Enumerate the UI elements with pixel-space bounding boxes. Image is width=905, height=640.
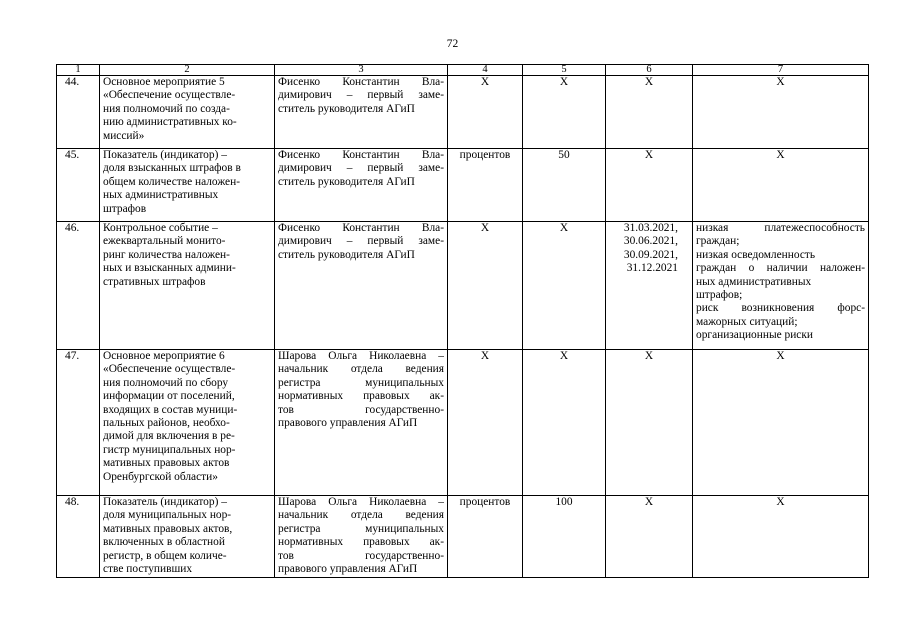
activity-name-line: нию административных ко- <box>103 116 237 129</box>
risk-line: граждан; <box>696 235 740 248</box>
column-number: 1 <box>57 65 100 76</box>
document-table <box>56 64 869 578</box>
responsible-line: нормативных правовых ак- <box>278 536 444 549</box>
activity-name-cell <box>100 350 275 496</box>
deadline-line: X <box>644 149 654 161</box>
column-number: 2 <box>100 65 275 76</box>
risk-line: мажорных ситуаций; <box>696 315 798 328</box>
responsible-line: Шарова Ольга Николаевна – <box>278 496 444 508</box>
activity-name-line: ных административных <box>103 189 219 202</box>
deadline-cell <box>606 222 693 350</box>
value-cell: 50 <box>523 149 606 222</box>
activity-name-line: ния полномочий по созда- <box>103 102 230 115</box>
risk-line: граждан о наличии наложен- <box>696 262 865 275</box>
deadline-line: 31.12.2021 <box>626 262 678 275</box>
activity-name-cell <box>100 222 275 350</box>
activity-name-line: Оренбургской области» <box>103 470 218 483</box>
activity-name-cell <box>100 76 275 149</box>
column-number: 5 <box>523 65 606 76</box>
responsible-line: Шарова Ольга Николаевна – <box>278 350 444 362</box>
responsible-line: правового управления АГиП <box>278 563 418 576</box>
value-cell: X <box>523 76 606 149</box>
deadline-line: X <box>644 350 654 362</box>
deadline-line: 30.06.2021, <box>623 235 678 248</box>
responsible-line: димирович – первый заме- <box>278 235 444 248</box>
activity-name-line: информации от поселений, <box>103 390 235 403</box>
responsible-line: регистра муниципальных <box>278 522 444 535</box>
row-number: 46. <box>57 222 100 350</box>
activity-name-line: миссий» <box>103 129 145 142</box>
risk-line: ных административных <box>696 275 812 288</box>
table-body <box>57 76 869 578</box>
page-number: 72 <box>446 38 459 50</box>
responsible-line: Фисенко Константин Вла- <box>278 76 444 88</box>
responsible-line: правового управления АГиП <box>278 417 418 430</box>
deadline-line: 30.09.2021, <box>623 248 678 261</box>
activity-name-cell <box>100 496 275 578</box>
activity-name-line: общем количестве наложен- <box>103 175 240 188</box>
row-number: 48. <box>57 496 100 578</box>
deadline-cell <box>606 350 693 496</box>
column-number: 6 <box>606 65 693 76</box>
deadline-line: 31.03.2021, <box>623 222 678 234</box>
risks-cell: X <box>693 350 869 496</box>
activity-name-line: Показатель (индикатор) – <box>103 149 227 161</box>
value-cell: 100 <box>523 496 606 578</box>
table-row <box>57 76 869 149</box>
risks-cell: X <box>693 76 869 149</box>
column-number: 3 <box>275 65 448 76</box>
responsible-line: тов государственно- <box>278 403 444 416</box>
responsible-cell <box>275 76 448 149</box>
table-row <box>57 222 869 350</box>
unit-cell: X <box>448 350 523 496</box>
deadline-cell <box>606 76 693 149</box>
responsible-line: ститель руководителя АГиП <box>278 102 415 115</box>
risks-cell: X <box>693 496 869 578</box>
column-number: 4 <box>448 65 523 76</box>
responsible-cell <box>275 350 448 496</box>
activity-name-line: Основное мероприятие 5 <box>103 76 225 88</box>
activity-name-line: «Обеспечение осуществле- <box>103 363 236 376</box>
activity-name-line: стративных штрафов <box>103 275 206 288</box>
deadline-line: X <box>644 496 654 508</box>
risks-cell <box>693 222 869 350</box>
table-row <box>57 149 869 222</box>
responsible-line: регистра муниципальных <box>278 376 444 389</box>
activity-name-line: ных и взысканных админи- <box>103 262 236 275</box>
activity-name-line: Основное мероприятие 6 <box>103 350 225 362</box>
activity-name-line: пальных районов, необхо- <box>103 417 230 430</box>
deadline-line: X <box>644 76 654 88</box>
table-row <box>57 350 869 496</box>
activity-name-line: «Обеспечение осуществле- <box>103 89 236 102</box>
responsible-line: Фисенко Константин Вла- <box>278 149 444 161</box>
activity-name-line: Показатель (индикатор) – <box>103 496 227 508</box>
row-number: 44. <box>57 76 100 149</box>
responsible-line: ститель руководителя АГиП <box>278 248 415 261</box>
risk-line: штрафов; <box>696 289 743 302</box>
responsible-line: нормативных правовых ак- <box>278 390 444 403</box>
activity-name-line: штрафов <box>103 202 147 215</box>
table-row <box>57 496 869 578</box>
activity-name-line: стве поступивших <box>103 563 193 576</box>
responsible-cell <box>275 149 448 222</box>
risks-cell: X <box>693 149 869 222</box>
responsible-line: Фисенко Константин Вла- <box>278 222 444 234</box>
unit-cell: процентов <box>448 496 523 578</box>
activity-name-line: доля муниципальных нор- <box>103 509 232 522</box>
unit-cell: процентов <box>448 149 523 222</box>
responsible-line: начальник отдела ведения <box>278 363 444 376</box>
activity-name-line: регистр, в общем количе- <box>103 549 227 562</box>
unit-cell: X <box>448 76 523 149</box>
row-number: 47. <box>57 350 100 496</box>
unit-cell: X <box>448 222 523 350</box>
risk-line: риск возникновения форс- <box>696 302 865 315</box>
activity-name-line: входящих в состав муници- <box>103 403 238 416</box>
responsible-line: начальник отдела ведения <box>278 509 444 522</box>
risk-line: низкая платежеспособность <box>696 222 865 234</box>
value-cell: X <box>523 222 606 350</box>
activity-name-line: доля взысканных штрафов в <box>103 162 241 175</box>
activity-name-line: ринг количества наложен- <box>103 248 230 261</box>
activity-name-line: мативных правовых актов, <box>103 522 233 535</box>
activity-name-cell <box>100 149 275 222</box>
deadline-cell <box>606 496 693 578</box>
responsible-line: ститель руководителя АГиП <box>278 175 415 188</box>
responsible-line: димирович – первый заме- <box>278 89 444 102</box>
column-number-row <box>57 65 869 76</box>
activity-name-line: гистр муниципальных нор- <box>103 443 236 456</box>
risk-line: низкая осведомленность <box>696 248 816 261</box>
responsible-cell <box>275 222 448 350</box>
responsible-cell <box>275 496 448 578</box>
activity-name-line: мативных правовых актов <box>103 457 230 470</box>
activity-name-line: ежеквартальный монито- <box>103 235 226 248</box>
column-number: 7 <box>693 65 869 76</box>
activity-name-line: Контрольное событие – <box>103 222 218 234</box>
risk-line: организационные риски <box>696 329 813 342</box>
activity-name-line: димой для включения в ре- <box>103 430 235 443</box>
activity-name-line: включенных в областной <box>103 536 225 549</box>
row-number: 45. <box>57 149 100 222</box>
responsible-line: тов государственно- <box>278 549 444 562</box>
responsible-line: димирович – первый заме- <box>278 162 444 175</box>
deadline-cell <box>606 149 693 222</box>
activity-name-line: ния полномочий по сбору <box>103 376 229 389</box>
value-cell: X <box>523 350 606 496</box>
